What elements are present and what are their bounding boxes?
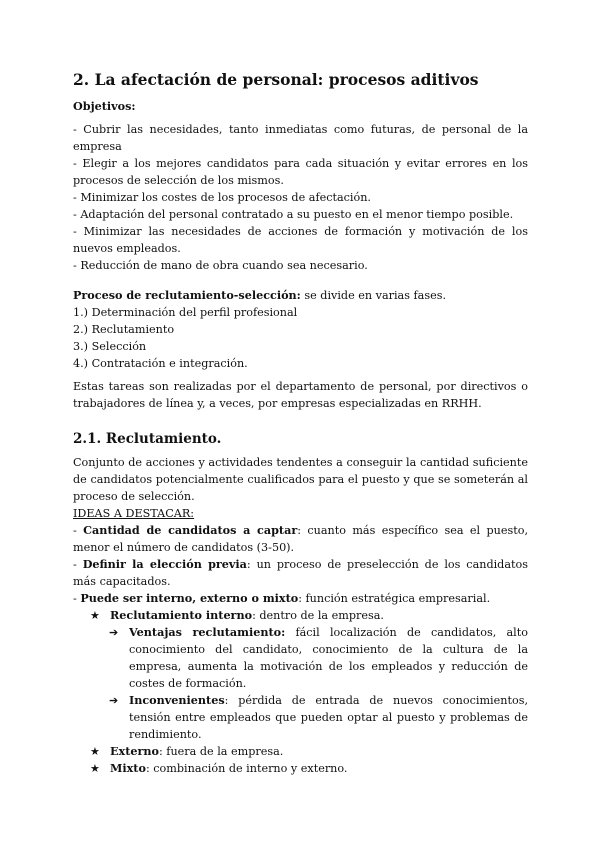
objetivo-item: - Reducción de mano de obra cuando sea necesario. <box>73 259 368 272</box>
star-bullet-icon: ★ <box>90 609 101 622</box>
fase-item: 2.) Reclutamiento <box>73 323 175 336</box>
proceso-nota: Estas tareas son realizadas por el departamento de personal, por directivos o trabajadores de línea y, a veces, por empresas especializadas en RRHH. <box>73 380 528 410</box>
tipos-list <box>90 607 528 624</box>
idea-item: - Cantidad de candidatos a captar: cuanto más específico sea el puesto, menor el número de candidatos (3-50). <box>73 523 529 554</box>
list-item: ★ Mixto: combinación de interno y externo. <box>90 761 348 775</box>
interno-sublist <box>109 624 528 743</box>
idea-item: - Definir la elección previa: un proceso de preselección de los candidatos más capacitados. <box>73 557 528 588</box>
document-page <box>73 70 528 777</box>
proceso-heading: Proceso de reclutamiento-selección: se divide en varias fases. <box>73 288 446 302</box>
objetivo-item: - Minimizar los costes de los procesos de afectación. <box>73 191 371 204</box>
objetivo-item: - Cubrir las necesidades, tanto inmediatas como futuras, de personal de la empresa <box>73 123 528 153</box>
objetivo-item: - Elegir a los mejores candidatos para cada situación y evitar errores en los procesos de selección de los mismos. <box>73 157 528 187</box>
objetivo-item: - Minimizar las necesidades de acciones de formación y motivación de los nuevos empleados. <box>73 225 528 255</box>
reclutamiento-intro: Conjunto de acciones y actividades tendentes a conseguir la cantidad suficiente de candidatos potencialmente cualificados para el puesto y que se someterán al proceso de selección. <box>73 456 528 503</box>
section-title-reclutamiento: 2.1. Reclutamiento. <box>73 431 222 447</box>
list-item: ➔ Inconvenientes: pérdida de entrada de nuevos conocimientos, tensión entre empleados que pueden optar al puesto y problemas de rendimiento. <box>109 693 528 741</box>
ideas-heading: IDEAS A DESTACAR: <box>73 507 195 520</box>
objetivo-item: - Adaptación del personal contratado a su puesto en el menor tiempo posible. <box>73 208 514 221</box>
star-bullet-icon: ★ <box>90 762 101 775</box>
tipos-list-cont <box>90 743 528 777</box>
fase-item: 4.) Contratación e integración. <box>73 357 248 370</box>
idea-item: - Puede ser interno, externo o mixto: función estratégica empresarial. <box>73 591 491 605</box>
fase-item: 3.) Selección <box>73 340 147 353</box>
list-item: ★ Reclutamiento interno: dentro de la empresa. <box>90 608 384 622</box>
objetivos-heading: Objetivos: <box>73 99 136 113</box>
list-item: ➔ Ventajas reclutamiento: fácil localización de candidatos, alto conocimiento del candidato, conocimiento de la cultura de la empresa, aumenta la motivación de los empleados y reducción de costes de formación. <box>109 625 528 690</box>
fase-item: 1.) Determinación del perfil profesional <box>73 306 298 319</box>
list-item: ★ Externo: fuera de la empresa. <box>90 744 284 758</box>
page-title: 2. La afectación de personal: procesos aditivos <box>73 70 479 89</box>
star-bullet-icon: ★ <box>90 745 101 758</box>
arrow-bullet-icon: ➔ <box>109 694 119 707</box>
arrow-bullet-icon: ➔ <box>109 626 119 639</box>
